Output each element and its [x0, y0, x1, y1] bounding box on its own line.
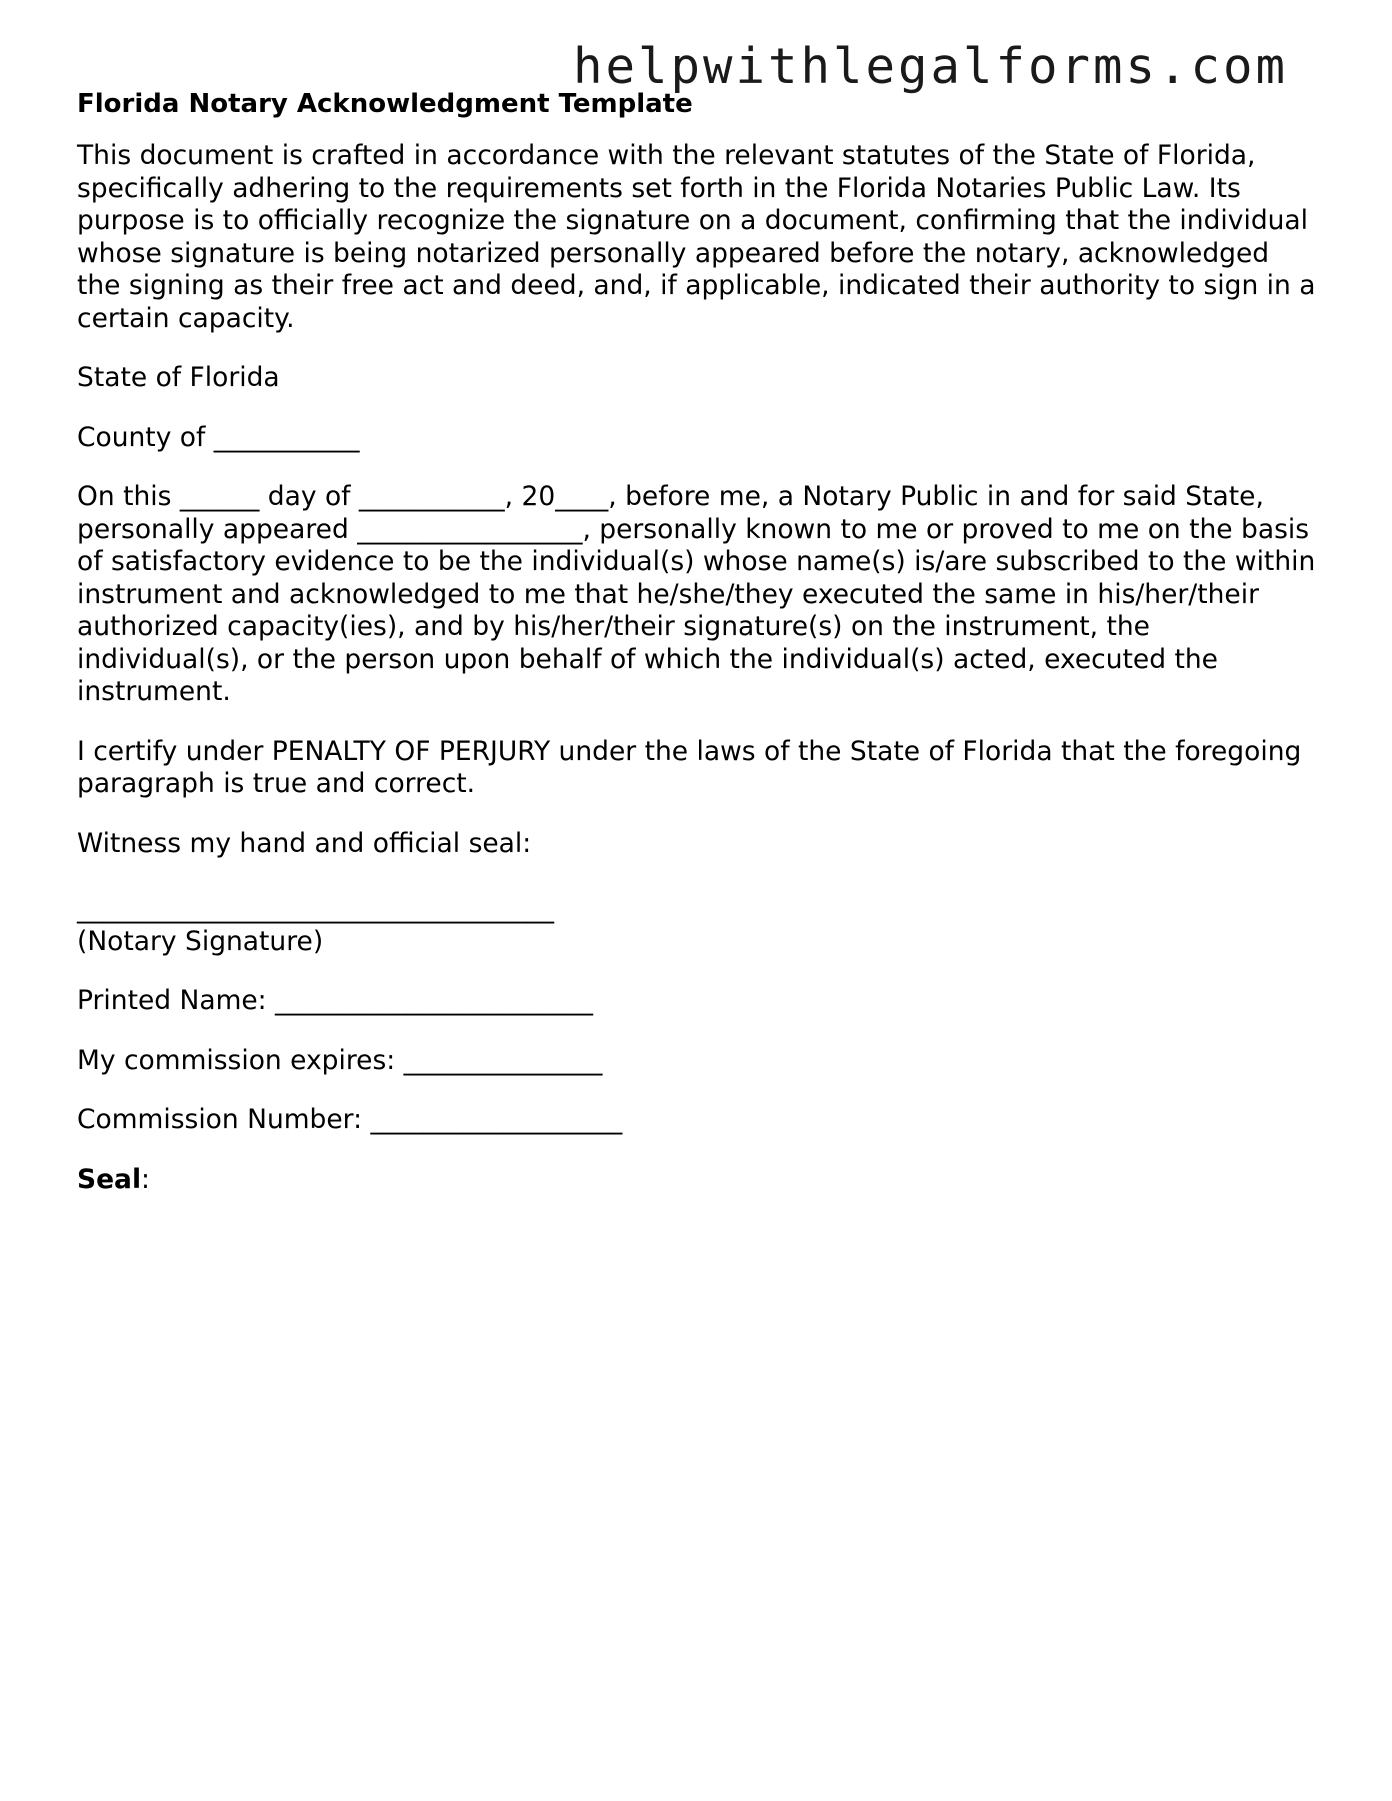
commission-number-line: Commission Number: ___________________ — [77, 1104, 623, 1135]
intro-paragraph: This document is crafted in accordance with the relevant statutes of the State of Florida, specifically adhering to the requirements set forth in the Florida Notaries Public Law. Its purpose is to officially recognize the signature on a document, confirming that the individual whose signature is being notarized personally appeared before the notary, acknowledged the signing as their free act and deed, and, if applicable, indicated their authority to sign in a certain capacity. — [77, 140, 1316, 334]
printed-name-line: Printed Name: ________________________ — [77, 985, 594, 1016]
document-body — [77, 88, 1317, 1196]
seal-line — [77, 1164, 1317, 1197]
witness-line: Witness my hand and official seal: — [77, 827, 532, 859]
notary-signature-line: ____________________________________ — [77, 893, 554, 924]
seal-label: Seal — [77, 1163, 142, 1195]
county-line: County of ___________ — [77, 421, 360, 453]
notary-signature-caption: (Notary Signature) — [77, 925, 324, 957]
document-title: Florida Notary Acknowledgment Template — [77, 89, 693, 119]
certification-paragraph: I certify under PENALTY OF PERJURY under the laws of the State of Florida that the foregoing paragraph is true and correct. — [77, 735, 1302, 799]
acknowledgment-paragraph: On this ______ day of ___________, 20____, before me, a Notary Public in and for said State, personally appeared _________________, personally known to me or proved to me on the basis of satisfactory evidence to be the individual(s) whose name(s) is/are subscribed to the within instrument and acknowledged to me that he/she/they executed the same in his/her/their authorized capacity(ies), and by his/her/their signature(s) on the instrument, the individual(s), or the person upon behalf of which the individual(s) acted, executed the instrument. — [77, 481, 1316, 707]
site-watermark: helpwithlegalforms.com — [573, 38, 1289, 95]
state-line: State of Florida — [77, 362, 280, 393]
commission-expires-line: My commission expires: _______________ — [77, 1044, 603, 1076]
seal-colon: : — [141, 1163, 150, 1195]
